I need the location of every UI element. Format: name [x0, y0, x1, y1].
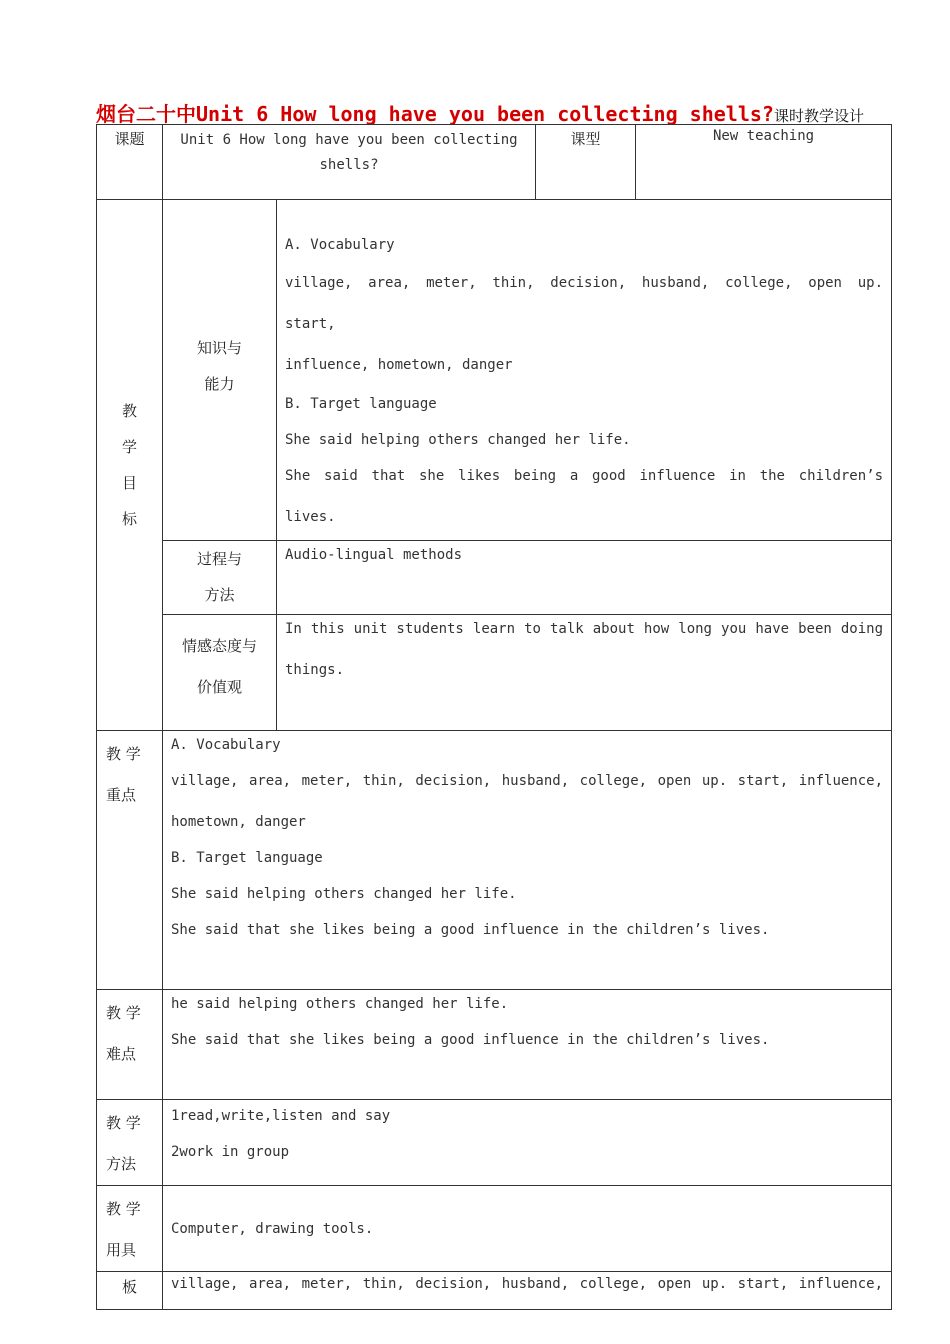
document-title: [96, 98, 896, 127]
difficulties-content-cell: [163, 990, 892, 1100]
key-points-line: B. Target language: [171, 850, 323, 866]
key-points-line: village, area, meter, thin, decision, husband, college, open up. start, influence,: [171, 773, 884, 789]
emotion-line: In this unit students learn to talk about how long you have been doing: [285, 621, 884, 637]
board-label-cell: [97, 1272, 163, 1310]
knowledge-line: village, area, meter, thin, decision, husband, college, open up. start,: [285, 275, 884, 332]
goals-label-cell: [97, 200, 163, 731]
key-points-line: She said that she likes being a good influence in the children’s lives.: [171, 922, 770, 938]
knowledge-line: A. Vocabulary: [285, 237, 395, 253]
emotion-content-cell: [277, 615, 892, 731]
process-label: 过程与方法: [196, 550, 242, 604]
difficulties-row: [97, 990, 892, 1100]
knowledge-line: influence, hometown, danger: [285, 357, 513, 373]
key-points-line: A. Vocabulary: [171, 737, 281, 753]
knowledge-label-cell: [163, 200, 277, 541]
tools-label: 教 学 用具: [106, 1200, 141, 1259]
knowledge-line: B. Target language: [285, 396, 437, 412]
title-main: 烟台二十中Unit 6 How long have you been collecting shells?: [96, 102, 774, 126]
topic-label-cell: [97, 125, 163, 200]
key-points-line: hometown, danger: [171, 814, 306, 830]
methods-line: 2work in group: [171, 1144, 290, 1160]
methods-row: [97, 1100, 892, 1186]
emotion-line: things.: [285, 662, 345, 678]
tools-label-cell: [97, 1186, 163, 1272]
topic-label: 课题: [114, 130, 145, 148]
key-points-row: [97, 731, 892, 990]
type-value: New teaching: [712, 128, 815, 144]
tools-text: Computer, drawing tools.: [171, 1220, 374, 1237]
methods-line: 1read,write,listen and say: [171, 1108, 391, 1124]
board-content-cell: [163, 1272, 892, 1310]
knowledge-label: 知识与能力: [196, 339, 242, 393]
knowledge-content-cell: [277, 200, 892, 541]
key-points-label: 教 学 重点: [106, 745, 141, 804]
goals-knowledge-row: [97, 200, 892, 541]
title-suffix: 课时教学设计: [773, 107, 864, 125]
difficulties-label: 教 学 难点: [106, 1004, 141, 1063]
lesson-plan-table: [96, 124, 892, 1310]
emotion-label: 情感态度与价值观: [181, 637, 257, 696]
goals-emotion-row: [97, 615, 892, 731]
methods-content-cell: [163, 1100, 892, 1186]
knowledge-line: lives.: [285, 509, 336, 525]
process-label-cell: [163, 541, 277, 615]
key-points-line: She said helping others changed her life.: [171, 886, 517, 902]
methods-label-cell: [97, 1100, 163, 1186]
topic-value-cell: [163, 125, 536, 200]
goals-process-row: [97, 541, 892, 615]
knowledge-line: She said that she likes being a good influence in the children’s: [285, 468, 884, 484]
difficulties-line: She said that she likes being a good influence in the children’s lives.: [171, 1032, 770, 1048]
topic-value: Unit 6 How long have you been collecting shells?: [180, 132, 518, 173]
process-text: Audio-lingual methods: [285, 547, 463, 563]
type-label-cell: [536, 125, 636, 200]
emotion-label-cell: [163, 615, 277, 731]
difficulties-line: he said helping others changed her life.: [171, 996, 509, 1012]
key-points-content-cell: [163, 731, 892, 990]
tools-content-cell: [163, 1186, 892, 1272]
methods-label: 教 学 方法: [106, 1114, 141, 1173]
type-value-cell: [636, 125, 892, 200]
type-label: 课型: [570, 130, 601, 148]
goals-label: 教学目标: [121, 402, 137, 528]
process-content-cell: [277, 541, 892, 615]
board-text: village, area, meter, thin, decision, husband, college, open up. start, influence,: [171, 1276, 884, 1292]
knowledge-line: She said helping others changed her life.: [285, 432, 631, 448]
tools-row: [97, 1186, 892, 1272]
difficulties-label-cell: [97, 990, 163, 1100]
board-row: [97, 1272, 892, 1310]
key-points-label-cell: [97, 731, 163, 990]
board-label: 板: [121, 1278, 137, 1296]
header-row: [97, 125, 892, 200]
